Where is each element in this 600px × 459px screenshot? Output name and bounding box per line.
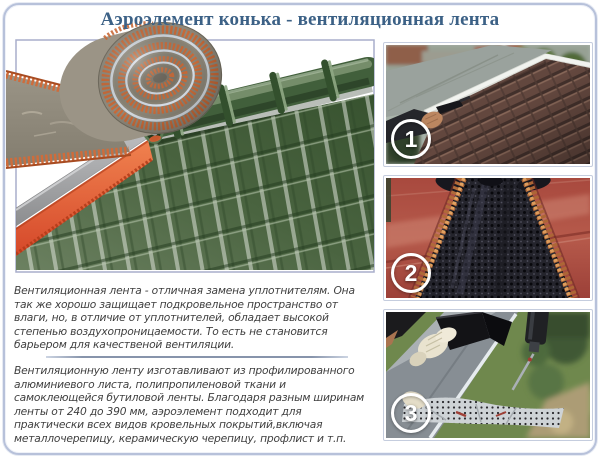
paragraph-1: Вентиляционная лента - отличная замена уплотнителям. Она так же хорошо защищает подкровельное пространство от влаги, но, в отличие от уплотнителей, обладает высокой степенью воздухопроницаемости. То есть не становится барьером для качественой вентиляции. [14, 284, 355, 352]
photo-step-1 [383, 42, 593, 167]
description-text-block [14, 284, 374, 450]
step-1-badge: 1 [391, 119, 431, 159]
page-title: Аэроэлемент конька - вентиляционная лента [100, 9, 500, 30]
paragraph-2: Вентиляционную ленту изготавливают из профилированного алюминиевого листа, полипропиленовой ткани и самоклеющейся бутиловой ленты. Благодаря разным ширинам ленты от 240 до 390 мм, аэроэлемент подходит для практически всех видов кровельных покрытий,включая металлочерепицу, керамическую черепицу, профлист и т.п. [14, 363, 365, 445]
step-2-badge: 2 [391, 253, 431, 293]
ridge-illustration [6, 2, 378, 274]
step-3-badge: 3 [391, 393, 431, 433]
ridge-illustration-panel [6, 2, 378, 274]
photo-step-2 [383, 175, 593, 301]
photo-step-3 [383, 309, 593, 441]
paragraph-divider [46, 356, 348, 358]
